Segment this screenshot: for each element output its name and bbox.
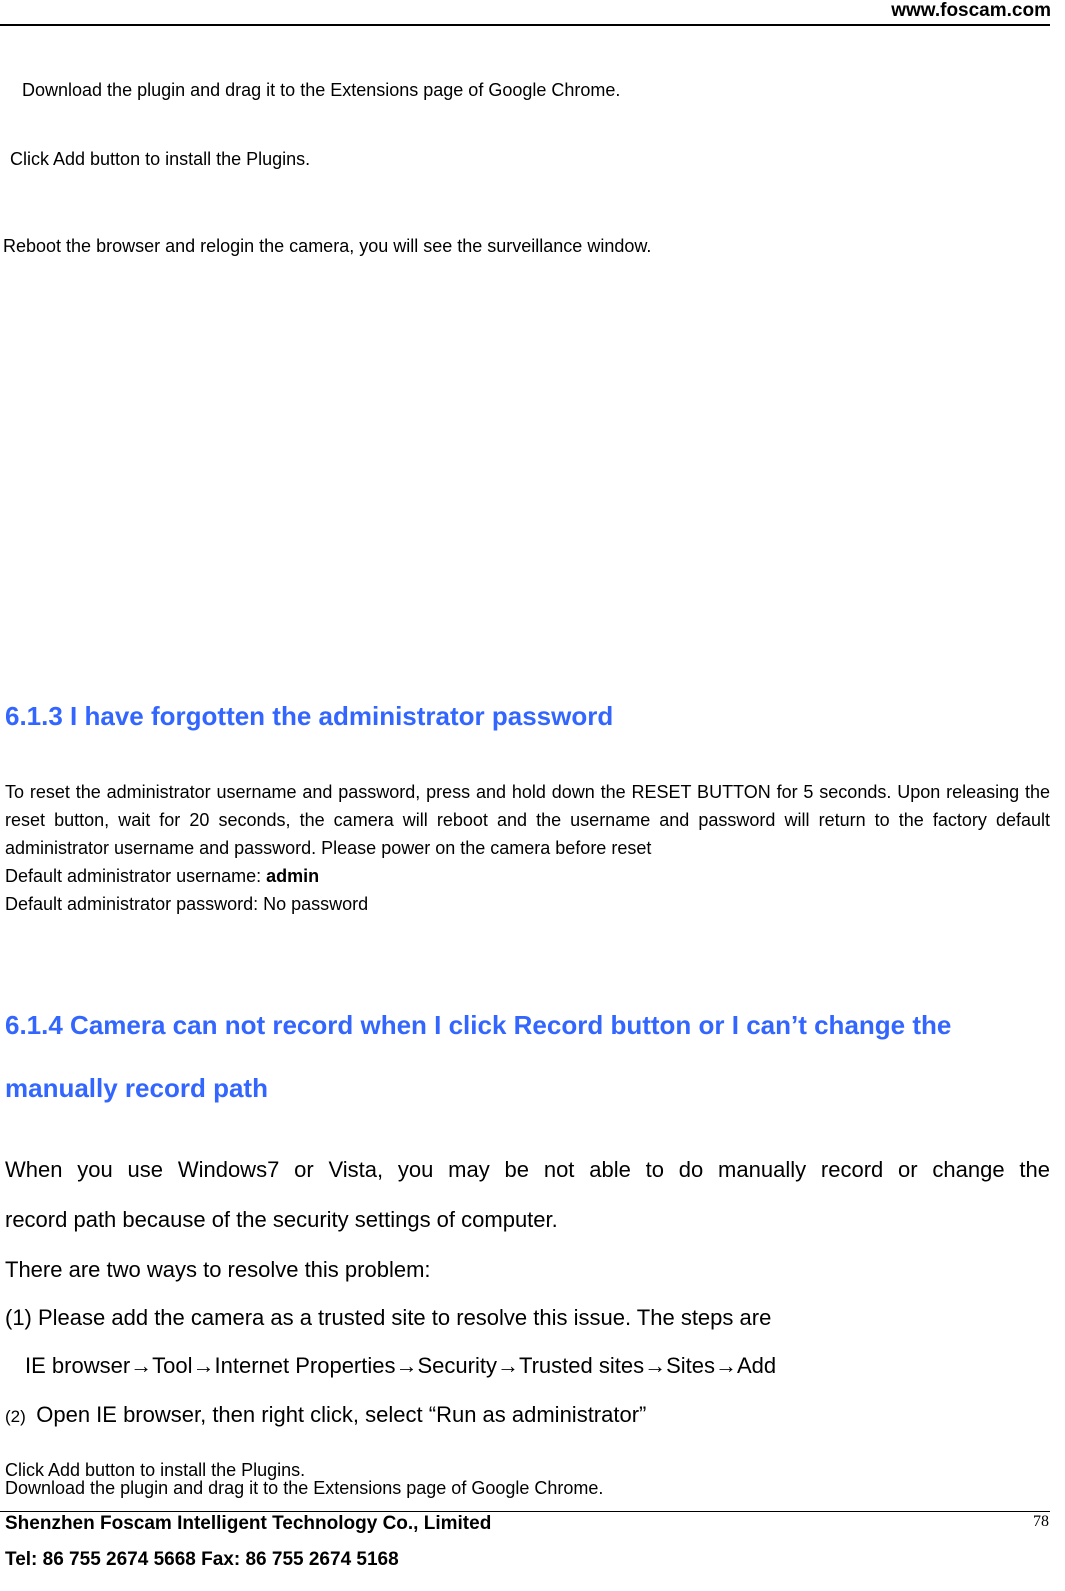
site-url: www.foscam.com [891, 0, 1051, 21]
resolve-step-2 [5, 1402, 646, 1428]
resolve-step-2-text: Open IE browser, then right click, select “Run as administrator” [36, 1402, 647, 1427]
resolve-step-1: (1) Please add the camera as a trusted site to resolve this issue. The steps are [5, 1305, 772, 1330]
overlap-text-download-plugin: Download the plugin and drag it to the Extensions page of Google Chrome. [5, 1478, 604, 1498]
step-click-add: Click Add button to install the Plugins. [10, 149, 311, 169]
default-password-line: Default administrator password: No password [5, 894, 369, 914]
footer-divider [0, 1511, 1050, 1512]
section-614-title-line1: 6.1.4 Camera can not record when I click Record button or I can’t change the [5, 1010, 952, 1040]
section-613-title: 6.1.3 I have forgotten the administrator password [5, 701, 614, 731]
default-username-label: Default administrator username: [5, 866, 267, 886]
header-divider [0, 24, 1050, 26]
resolve-ways-line: There are two ways to resolve this problem: [5, 1257, 431, 1282]
footer-company: Shenzhen Foscam Intelligent Technology Co., Limited [5, 1513, 492, 1534]
default-username-line [5, 862, 1050, 890]
reset-instructions: To reset the administrator username and password, press and hold down the RESET BUTTON for 5 seconds. Upon releasing the reset button, wait for 20 seconds, the camera will reboot and the username and password will return to the factory default administrator username and password. Please power on the camera before reset [5, 782, 1050, 858]
section-614-body-line2: record path because of the security settings of computer. [5, 1207, 558, 1232]
section-614-title-line2: manually record path [5, 1073, 268, 1103]
section-614-body-line1: When you use Windows7 or Vista, you may be not able to do manually record or change the [5, 1157, 1050, 1182]
section-613-body [5, 778, 1050, 918]
default-username-value: admin [266, 866, 320, 886]
resolve-step-1-path: IE browser→Tool→Internet Properties→Security→Trusted sites→Sites→Add [25, 1353, 777, 1378]
footer-tel-fax: Tel: 86 755 2674 5668 Fax: 86 755 2674 5168 [5, 1549, 399, 1570]
step-reboot-browser: Reboot the browser and relogin the camera, you will see the surveillance window. [3, 236, 652, 256]
resolve-step-2-number: (2) [5, 1407, 26, 1426]
page-number: 78 [1033, 1513, 1049, 1530]
step-download-plugin: Download the plugin and drag it to the Extensions page of Google Chrome. [22, 80, 621, 100]
overlap-text-click-add: Click Add button to install the Plugins. [5, 1460, 306, 1480]
